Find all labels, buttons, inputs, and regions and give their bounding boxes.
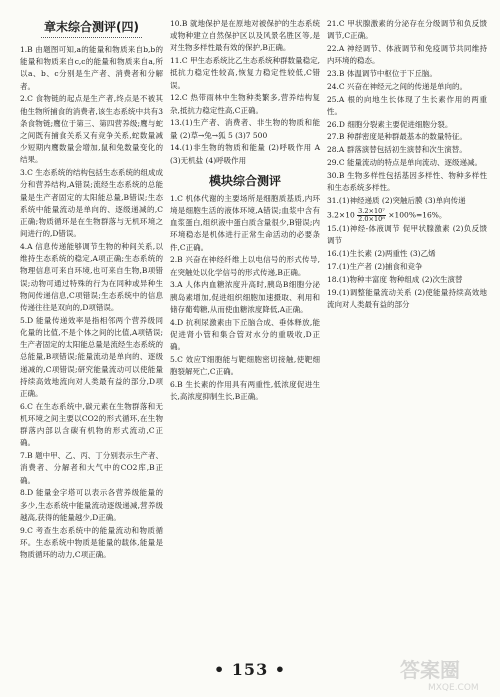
answer-item: 23.B 体温调节中枢位于下丘脑。 xyxy=(327,69,437,78)
answer-item: 18.(1)物种丰富度 物种组成 (2)次生演替 xyxy=(327,274,463,284)
formula-fraction xyxy=(357,208,386,223)
formula-line xyxy=(327,208,487,223)
column-right xyxy=(327,18,487,312)
formula-prefix: 3.2×10 xyxy=(327,210,355,220)
answer-item: 29.C 能量流动的特点是单向流动、逐级递减。 xyxy=(327,157,483,167)
answer-item: 2.B 兴奋在神经纤维上以电信号的形式传导,在突触处以化学信号的形式传递,B正确。 xyxy=(170,255,320,277)
answer-item: 30.B 生物多样性包括基因多样性、物种多样性和生态系统多样性。 xyxy=(327,170,487,192)
svg-text:MXQE.COM: MXQE.COM xyxy=(428,683,479,693)
answer-item: 8.D 能量金字塔可以表示各营养级能量的多少,生态系统中能量流动逐级递减,营养级越高,获得的能量越少,D正确。 xyxy=(20,488,163,522)
answer-item: 5.D 能量传递效率是指相邻两个营养级同化量的比值,不是个体之间的比值,A项错误;生产者固定的太阳能总量是流经生态系统的总能量,B项错误;能量流动是单向的、逐级递减的,C项错误;研究能量流动可以使能量持续高效地流向对人类最有益的部分,D项正确。 xyxy=(20,315,163,399)
watermark-logo-icon xyxy=(398,655,494,693)
fraction-denominator: 2.0×10⁸ xyxy=(358,214,385,223)
section-title-chapter-review xyxy=(20,19,163,40)
answer-item: 15.(1)神经-体液调节 促甲状腺激素 (2)负反馈调节 xyxy=(327,224,487,246)
answer-item: 1.C 机体代谢的主要场所是细胞质基质,内环境是细胞生活的液体环境,A错误;血浆中含有血浆蛋白,组织液中蛋白质含量很少,B错误;内环境稳态是机体进行正常生命活动的必要条件,C正确。 xyxy=(170,193,320,252)
answer-item: 26.D 细胞分裂素主要促进细胞分裂。 xyxy=(327,119,453,129)
answer-item: 14.(1)非生物的物质和能量 (2)呼吸作用 A (3)无机盐 (4)呼吸作用 xyxy=(170,143,320,165)
answer-item: 1.B 由题图可知,a的能量和物质来自b,b的能量和物质来自c,c的能量和物质来自a,所以a、b、c分别是生产者、消费者和分解者。 xyxy=(20,45,163,91)
answer-item: 28.A 群落演替包括初生演替和次生演替。 xyxy=(327,145,467,155)
svg-text:答案圈: 答案圈 xyxy=(400,658,460,682)
answer-item: 7.B 题中甲、乙、丙、丁分别表示生产者、消费者、分解者和大气中的CO2库,B正确。 xyxy=(20,451,163,485)
answer-item: 12.C 热带雨林中生物种类繁多,营养结构复杂,抵抗力稳定性高,C正确。 xyxy=(170,93,320,115)
section-title-module-review: 模块综合测评 xyxy=(208,173,281,188)
section-title-text: 章末综合测评(四) xyxy=(44,20,139,34)
answer-item: 10.B 就地保护是在原地对被保护的生态系统或物种建立自然保护区以及风景名胜区等,是对生物多样性最有效的保护,B正确。 xyxy=(170,19,320,53)
answer-item: 4.D 抗利尿激素由下丘脑合成、垂体释放,能促进肾小管和集合管对水分的重吸收,D正确。 xyxy=(170,317,320,352)
answer-item: 5.C 效应T细胞能与靶细胞密切接触,使靶细胞裂解死亡,C正确。 xyxy=(170,354,320,377)
column-left xyxy=(20,18,163,562)
answer-item: 3.A 人体内血糖浓度升高时,胰岛B细胞分泌胰岛素增加,促进组织细胞加速摄取、利用和储存葡萄糖,从而使血糖浓度降低,A正确。 xyxy=(170,280,320,314)
answer-item: 25.A 根的向地生长体现了生长素作用的两重性。 xyxy=(327,94,487,116)
answer-item: 16.(1)生长素 (2)两重性 (3)乙烯 xyxy=(327,249,436,259)
title-divider xyxy=(41,37,141,40)
answer-item: 17.(1)生产者 (2)捕食和竞争 xyxy=(327,261,423,271)
answer-item: 22.A 神经调节、体液调节和免疫调节共同维持内环境的稳态。 xyxy=(327,44,487,66)
answer-item: 9.C 考查生态系统中的能量流动和物质循环。生态系统中物质是能量的载体,能量是物质循环的动力,C项正确。 xyxy=(20,525,163,560)
answer-item: 4.A 信息传递能够调节生物的种间关系,以维持生态系统的稳定,A项正确;生态系统的物理信息可来自环境,也可来自生物,B项错误;动物可通过特殊的行为在同种或异种生物间传递信息,C项错误;生态系统中的信息传递往往是双向的,D项错误。 xyxy=(20,242,163,313)
answer-item: 19.(1)调整能量流动关系 (2)使能量持续高效地流向对人类最有益的部分 xyxy=(327,287,487,309)
answer-item: 6.C 在生态系统中,碳元素在生物群落和无机环境之间主要以CO2的形式循环,在生物群落内部以含碳有机物的形式流动,C正确。 xyxy=(20,401,163,448)
answer-item: 27.B 种群密度是种群最基本的数量特征。 xyxy=(327,132,467,142)
answer-item: 3.C 生态系统的结构包括生态系统的组成成分和营养结构,A错误;流经生态系统的总能量是生产者固定的太阳能总量,B错误;生态系统中能量流动是单向的、逐级递减的,C正确;物质循环是在生物群落与无机环境之间进行的,D错误。 xyxy=(20,168,163,239)
formula-suffix: ×100%=16%。 xyxy=(388,210,447,220)
answer-item: 6.B 生长素的作用具有两重性,低浓度促进生长,高浓度抑制生长,B正确。 xyxy=(170,379,320,402)
answer-item: 11.C 甲生态系统比乙生态系统种群数量稳定,抵抗力稳定性较高,恢复力稳定性较低,C错误。 xyxy=(170,56,320,90)
page-number: • 153 • xyxy=(214,660,286,679)
column-middle xyxy=(170,18,320,404)
answer-item: 24.C 兴奋在神经元之间的传递是单向的。 xyxy=(327,81,468,91)
answer-item: 31.(1)神经递质 (2)突触后膜 (3)单向传递 xyxy=(327,195,466,205)
answer-item: 13.(1)生产者、消费者、非生物的物质和能量 (2)草→兔→狐 5 (3)7 500 xyxy=(170,118,320,140)
fraction-numerator: 3.2×10⁷ xyxy=(358,206,385,215)
answer-item: 2.C 食物链的起点是生产者,终点是不被其他生物所捕食的消费者,该生态系统中共有3条食物链;鹰位于第三、第四营养级;鹰与蛇之间既有捕食关系又有竞争关系,蛇数量减少短期内鹰数量会增加,鼠和兔数量变化的结果。 xyxy=(20,94,163,165)
answer-item: 21.C 甲状腺激素的分泌存在分级调节和负反馈调节,C正确。 xyxy=(327,19,487,41)
